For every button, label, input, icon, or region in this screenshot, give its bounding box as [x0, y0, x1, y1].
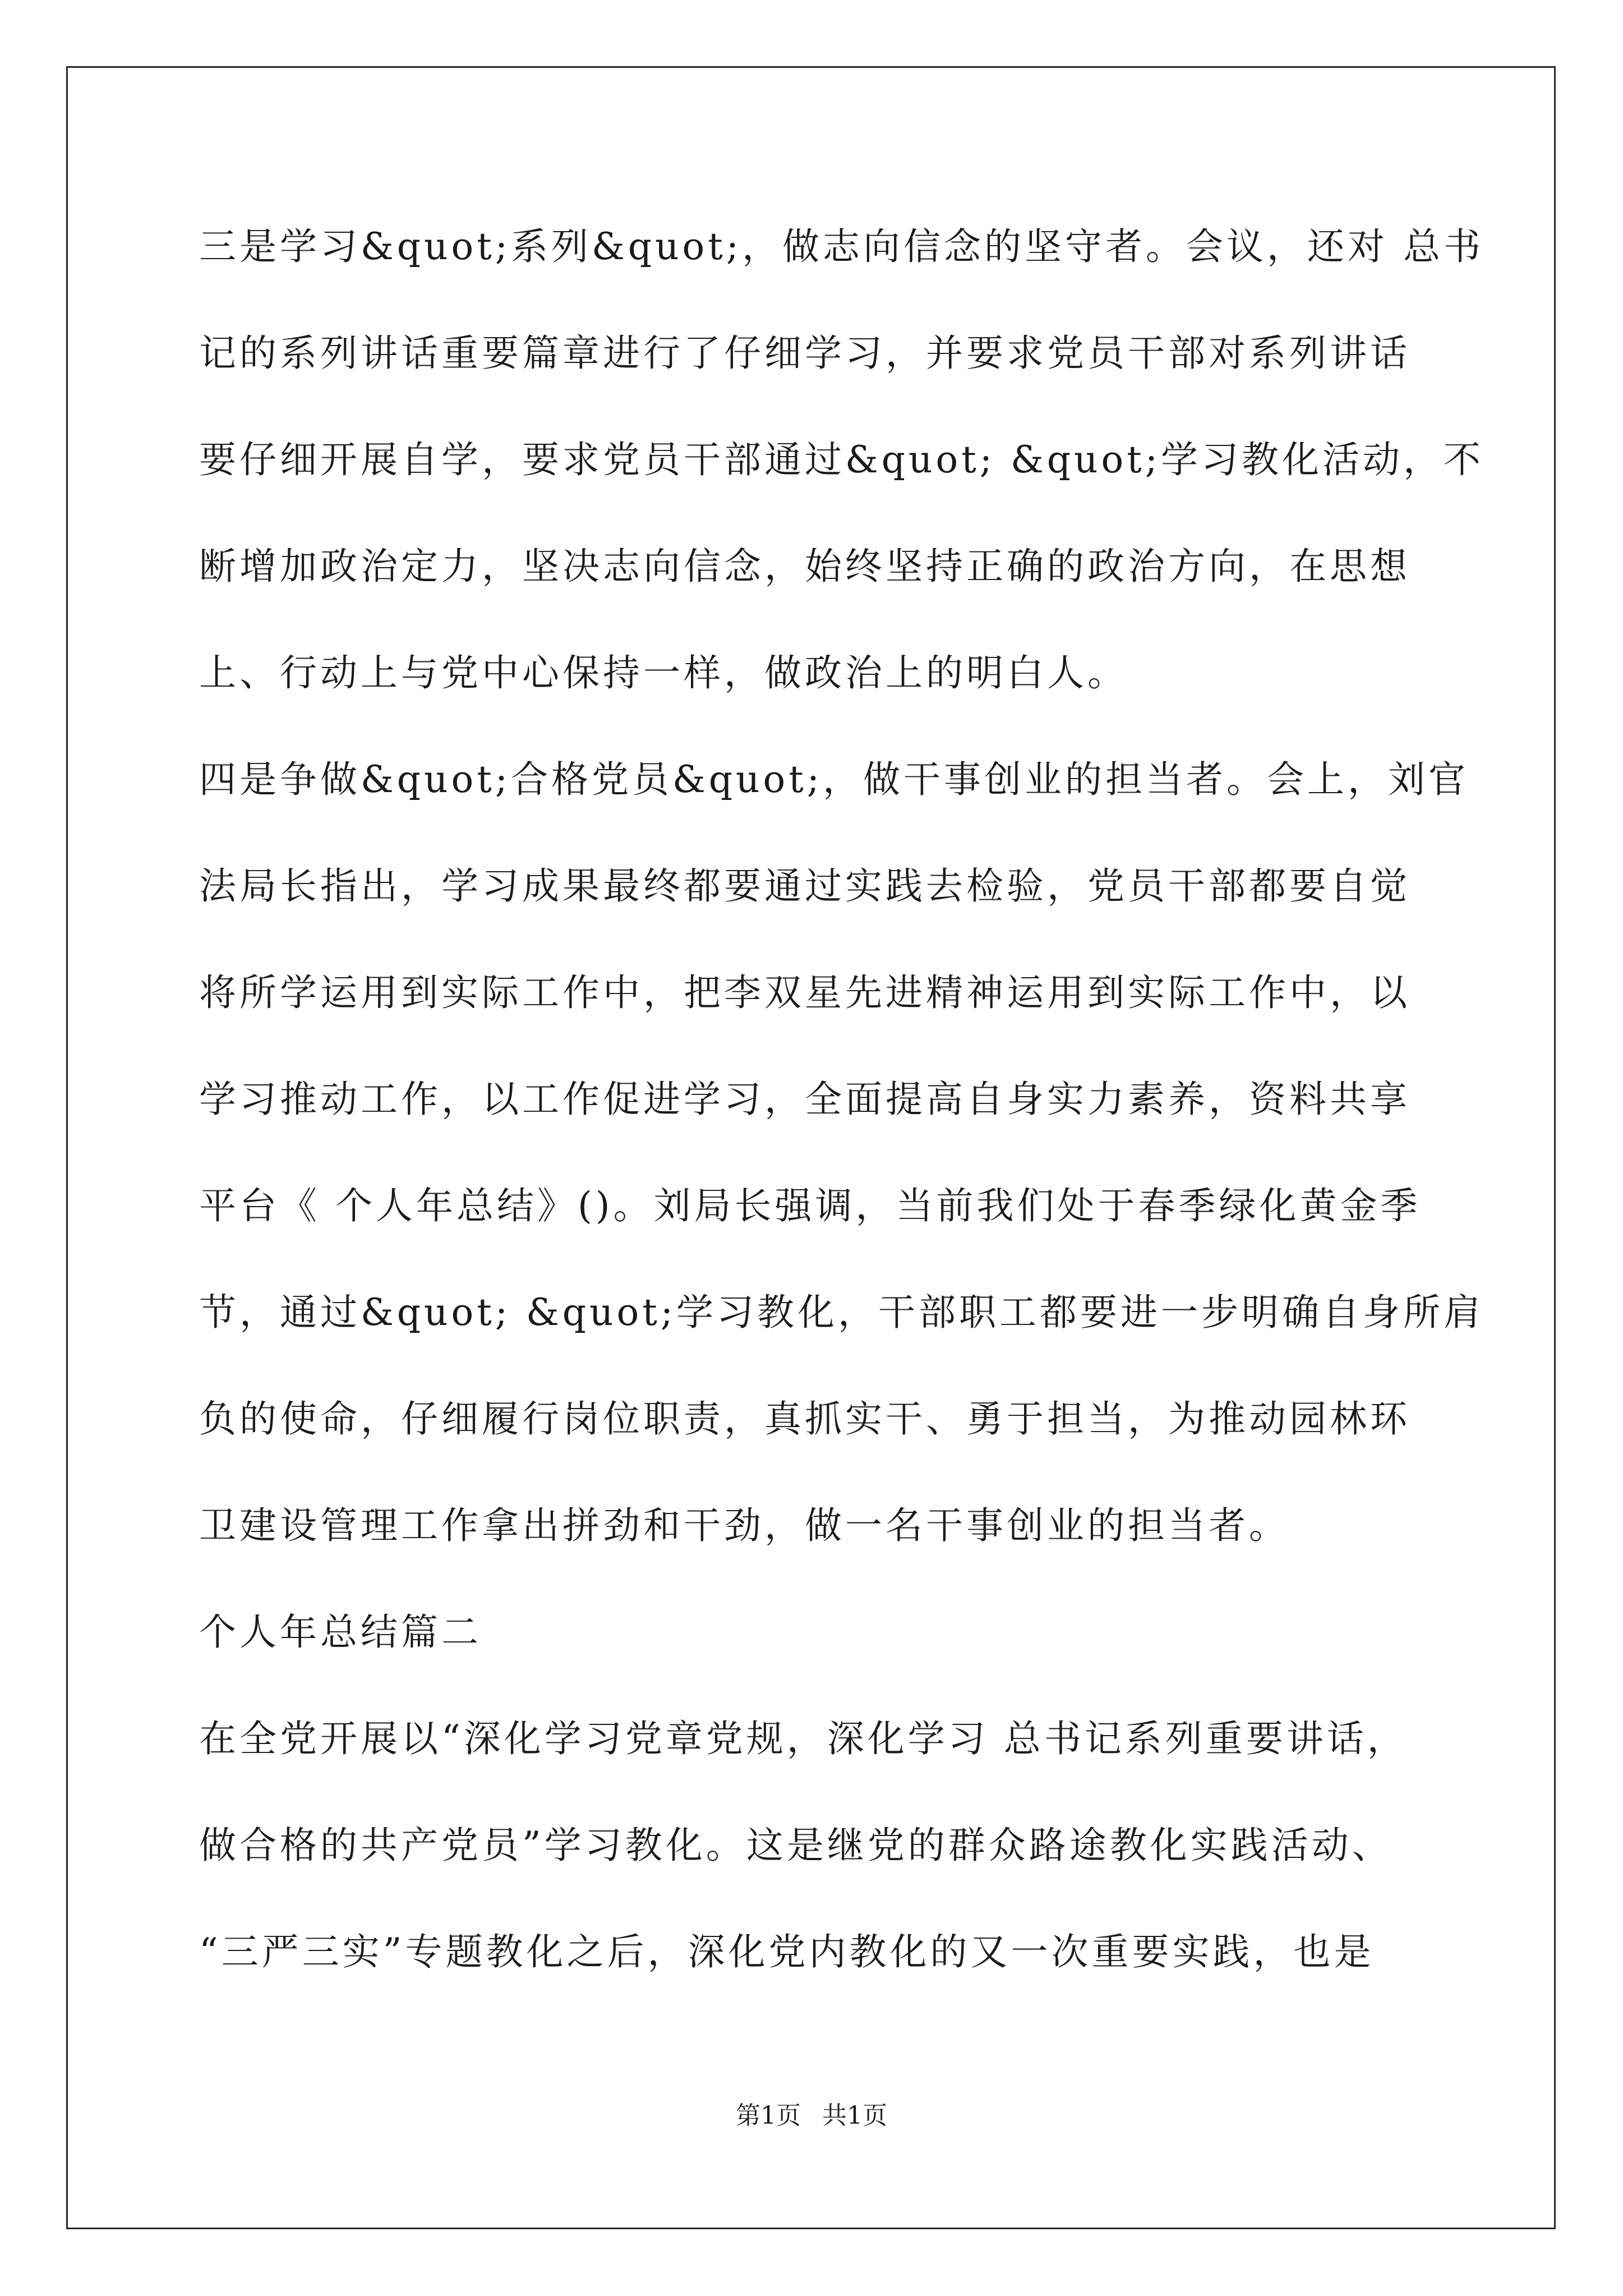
page-total: 共1页 [822, 2101, 887, 2130]
text-line: “三严三实”专题教化之后，深化党内教化的又一次重要实践，也是 [199, 1930, 1375, 1973]
text-line: 平台《 个人年总结》()。刘局长强调，当前我们处于春季绿化黄金季 [199, 1184, 1421, 1227]
text-line: 四是争做&quot;合格党员&quot;，做干事创业的担当者。会上，刘官 [199, 758, 1469, 801]
text-line: 将所学运用到实际工作中，把李双星先进精神运用到实际工作中，以 [199, 971, 1410, 1014]
document-body [199, 213, 1484, 2025]
text-line: 节，通过&quot; &quot;学习教化，干部职工都要进一步明确自身所肩 [199, 1291, 1484, 1334]
text-line: 学习推动工作，以工作促进学习，全面提高自身实力素养，资料共享 [199, 1078, 1410, 1121]
text-line: 要仔细开展自学，要求党员干部通过&quot; &quot;学习教化活动，不 [199, 438, 1484, 481]
section-heading: 个人年总结篇二 [199, 1611, 482, 1654]
text-line: 记的系列讲话重要篇章进行了仔细学习，并要求党员干部对系列讲话 [199, 332, 1410, 375]
text-line: 在全党开展以“深化学习党章党规，深化学习 总书记系列重要讲话， [199, 1717, 1408, 1760]
text-line: 做合格的共产党员”学习教化。这是继党的群众路途教化实践活动、 [199, 1824, 1393, 1867]
text-line: 三是学习&quot;系列&quot;，做志向信念的坚守者。会议，还对 总书 [199, 225, 1484, 268]
text-line: 断增加政治定力，坚决志向信念，始终坚持正确的政治方向，在思想 [199, 545, 1410, 588]
page-footer [0, 2099, 1623, 2133]
page-number: 第1页 [736, 2101, 801, 2130]
text-line: 卫建设管理工作拿出拼劲和干劲，做一名干事创业的担当者。 [199, 1504, 1289, 1547]
text-line: 法局长指出，学习成果最终都要通过实践去检验，党员干部都要自觉 [199, 864, 1410, 908]
text-line: 负的使命，仔细履行岗位职责，真抓实干、勇于担当，为推动园林环 [199, 1397, 1410, 1441]
text-line: 上、行动上与党中心保持一样，做政治上的明白人。 [199, 651, 1128, 694]
